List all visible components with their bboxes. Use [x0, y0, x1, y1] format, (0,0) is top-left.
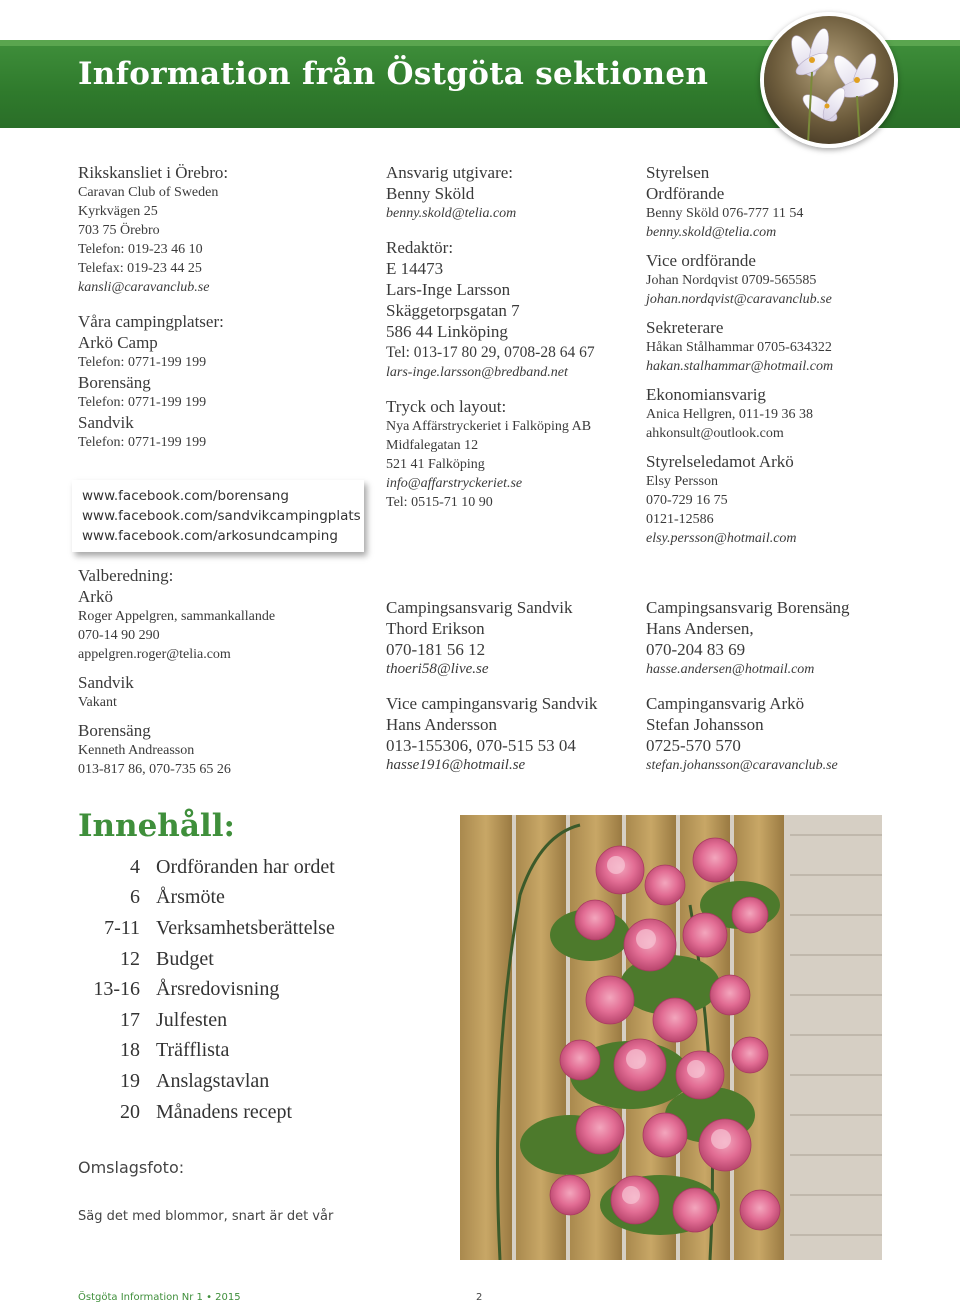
contents-label: Årsredovisning	[156, 978, 280, 1001]
vice-campings-name: Hans Andersson	[386, 715, 497, 734]
redaktor-line: E 14473	[386, 259, 444, 278]
crocus-photo	[760, 12, 898, 148]
tryck-email[interactable]: info@affarstryckeriet.se	[386, 476, 523, 491]
riks-email[interactable]: kansli@caravanclub.se	[78, 280, 210, 295]
contents-label: Budget	[156, 947, 214, 970]
valb-heading: Valberedning:	[78, 566, 174, 585]
ledamot-heading: Styrelseledamot Arkö	[646, 452, 794, 471]
ekonomi-line: Anica Hellgren, 011-19 36 38	[646, 407, 814, 422]
campings-borensang-name: Hans Andersen,	[646, 619, 754, 638]
ekonomi-email[interactable]: ahkonsult@outlook.com	[646, 426, 784, 441]
column-contacts-1	[78, 162, 368, 452]
valb-sandvik-line: Vakant	[78, 695, 117, 710]
contents-page: 20	[120, 1100, 140, 1123]
redaktor-line: 586 44 Linköping	[386, 322, 508, 341]
ordforande-line: Benny Sköld 076-777 11 54	[646, 206, 804, 221]
contents-label: Anslagstavlan	[156, 1069, 270, 1092]
contents-item[interactable]	[78, 852, 398, 883]
contents-item[interactable]	[78, 1097, 398, 1128]
campings-sandvik-email[interactable]: thoeri58@live.se	[386, 661, 489, 677]
redaktor-line: Skäggetorpsgatan 7	[386, 301, 520, 320]
camp-borensang-phone: Telefon: 0771-199 199	[78, 395, 207, 410]
riks-line: Kyrkvägen 25	[78, 204, 158, 219]
valb-sandvik: Sandvik	[78, 673, 134, 692]
contents-item[interactable]	[78, 883, 398, 914]
riks-line: Telefax: 019-23 44 25	[78, 261, 202, 276]
vice-campings-phone: 013-155306, 070-515 53 04	[386, 736, 576, 755]
cover-photo-label: Omslagsfoto:	[78, 1158, 185, 1177]
contents-page: 18	[120, 1039, 140, 1062]
sekreterare-line: Håkan Stålhammar 0705-634322	[646, 340, 832, 355]
redaktor-heading: Redaktör:	[386, 238, 454, 257]
crocus-image	[764, 16, 894, 144]
riks-line: Telefon: 019-23 46 10	[78, 242, 203, 257]
facebook-links-box	[72, 480, 364, 552]
styrelsen-heading: Styrelsen	[646, 163, 710, 182]
camping-arko-name: Stefan Johansson	[646, 715, 764, 734]
riks-line: Caravan Club of Sweden	[78, 185, 219, 200]
facebook-link[interactable]: www.facebook.com/sandvikcampingplats	[82, 508, 361, 524]
styrelsen-camping-contacts	[646, 597, 946, 775]
facebook-link[interactable]: www.facebook.com/borensang	[82, 488, 289, 504]
valb-arko-email[interactable]: appelgren.roger@telia.com	[78, 647, 231, 662]
rose-photo	[460, 815, 882, 1260]
riks-heading: Rikskansliet i Örebro:	[78, 163, 229, 182]
column-contacts-2	[386, 162, 636, 512]
riks-line: 703 75 Örebro	[78, 223, 160, 238]
contents-item[interactable]	[78, 944, 398, 975]
vice-campings-email[interactable]: hasse1916@hotmail.se	[386, 757, 526, 773]
ekonomi-heading: Ekonomiansvarig	[646, 385, 766, 404]
camping-arko-email[interactable]: stefan.johansson@caravanclub.se	[646, 758, 838, 773]
campings-borensang-heading: Campingsansvarig Borensäng	[646, 598, 850, 617]
footer-publication: Östgöta Information Nr 1 • 2015	[78, 1292, 241, 1303]
valb-arko-line: Roger Appelgren, sammankallande	[78, 609, 276, 624]
campings-sandvik-name: Thord Erikson	[386, 619, 485, 638]
contents-label: Ordföranden har ordet	[156, 855, 335, 878]
tryck-line: Nya Affärstryckeriet i Falköping AB	[386, 419, 592, 434]
contents-page: 12	[120, 947, 140, 970]
camp-borensang-name: Borensäng	[78, 373, 151, 392]
camp-sandvik-phone: Telefon: 0771-199 199	[78, 435, 207, 450]
contents-page: 13-16	[93, 978, 140, 1001]
ledamot-line: 070-729 16 75	[646, 493, 728, 508]
contents-item[interactable]	[78, 1066, 398, 1097]
utgivare-email[interactable]: benny.skold@telia.com	[386, 206, 517, 221]
cover-photo-text: Säg det med blommor, snart är det vår	[78, 1209, 334, 1224]
redaktor-email[interactable]: lars-inge.larsson@bredband.net	[386, 365, 568, 380]
vice-campings-heading: Vice campingansvarig Sandvik	[386, 694, 598, 713]
contents-item[interactable]	[78, 1005, 398, 1036]
camp-arko-name: Arkö Camp	[78, 333, 158, 352]
sekreterare-heading: Sekreterare	[646, 318, 724, 337]
camp-arko-phone: Telefon: 0771-199 199	[78, 355, 207, 370]
contents-page: 7-11	[104, 916, 140, 939]
camp-heading: Våra campingplatser:	[78, 312, 224, 331]
ledamot-line: Elsy Persson	[646, 474, 718, 489]
redaktor-line: Lars-Inge Larsson	[386, 280, 511, 299]
contents-label: Verksamhetsberättelse	[156, 916, 335, 939]
contents-label: Träfflista	[156, 1039, 230, 1062]
campings-sandvik-phone: 070-181 56 12	[386, 640, 486, 659]
valberedning-section	[78, 565, 368, 779]
vice-ordforande-heading: Vice ordförande	[646, 251, 756, 270]
contents-page: 17	[120, 1008, 140, 1031]
contents-page: 4	[130, 855, 140, 878]
sandvik-contacts	[386, 597, 646, 775]
campings-borensang-email[interactable]: hasse.andersen@hotmail.com	[646, 662, 815, 677]
footer-page-number: 2	[476, 1292, 483, 1303]
ordforande-heading: Ordförande	[646, 184, 725, 203]
contents-label: Årsmöte	[156, 886, 225, 909]
campings-sandvik-heading: Campingsansvarig Sandvik	[386, 598, 573, 617]
valb-borensang-line: Kenneth Andreasson	[78, 743, 195, 758]
page-title: Information från Östgöta sektionen	[78, 56, 709, 92]
valb-arko-line: 070-14 90 290	[78, 628, 160, 643]
valb-borensang: Borensäng	[78, 721, 151, 740]
contents-page: 6	[130, 886, 140, 909]
facebook-link[interactable]: www.facebook.com/arkosundcamping	[82, 528, 338, 544]
redaktor-line: Tel: 013-17 80 29, 0708-28 64 67	[386, 344, 595, 361]
contents-list	[78, 852, 398, 1127]
utgivare-name: Benny Sköld	[386, 184, 475, 203]
tryck-line: 521 41 Falköping	[386, 457, 485, 472]
contents-item[interactable]	[78, 1036, 398, 1067]
utgivare-heading: Ansvarig utgivare:	[386, 163, 513, 182]
vice-ordforande-line: Johan Nordqvist 0709-565585	[646, 273, 817, 288]
camping-arko-heading: Campingansvarig Arkö	[646, 694, 805, 713]
contents-item[interactable]	[78, 974, 398, 1005]
sekreterare-email[interactable]: hakan.stalhammar@hotmail.com	[646, 359, 834, 374]
contents-item[interactable]	[78, 913, 398, 944]
contents-label: Månadens recept	[156, 1100, 293, 1123]
ledamot-line: 0121-12586	[646, 512, 714, 527]
campings-borensang-phone: 070-204 83 69	[646, 640, 746, 659]
vice-ordforande-email[interactable]: johan.nordqvist@caravanclub.se	[646, 292, 832, 307]
valb-borensang-line: 013-817 86, 070-735 65 26	[78, 762, 231, 777]
contents-label: Julfesten	[156, 1008, 228, 1031]
ordforande-email[interactable]: benny.skold@telia.com	[646, 225, 777, 240]
tryck-tel: Tel: 0515-71 10 90	[386, 495, 493, 510]
camping-arko-phone: 0725-570 570	[646, 736, 741, 755]
tryck-heading: Tryck och layout:	[386, 397, 507, 416]
rose-image	[460, 815, 882, 1260]
tryck-line: Midfalegatan 12	[386, 438, 479, 453]
contents-title: Innehåll:	[78, 808, 235, 844]
valb-arko: Arkö	[78, 587, 113, 606]
column-styrelsen	[646, 162, 946, 548]
camp-sandvik-name: Sandvik	[78, 413, 134, 432]
ledamot-email[interactable]: elsy.persson@hotmail.com	[646, 531, 797, 546]
contents-page: 19	[120, 1069, 140, 1092]
